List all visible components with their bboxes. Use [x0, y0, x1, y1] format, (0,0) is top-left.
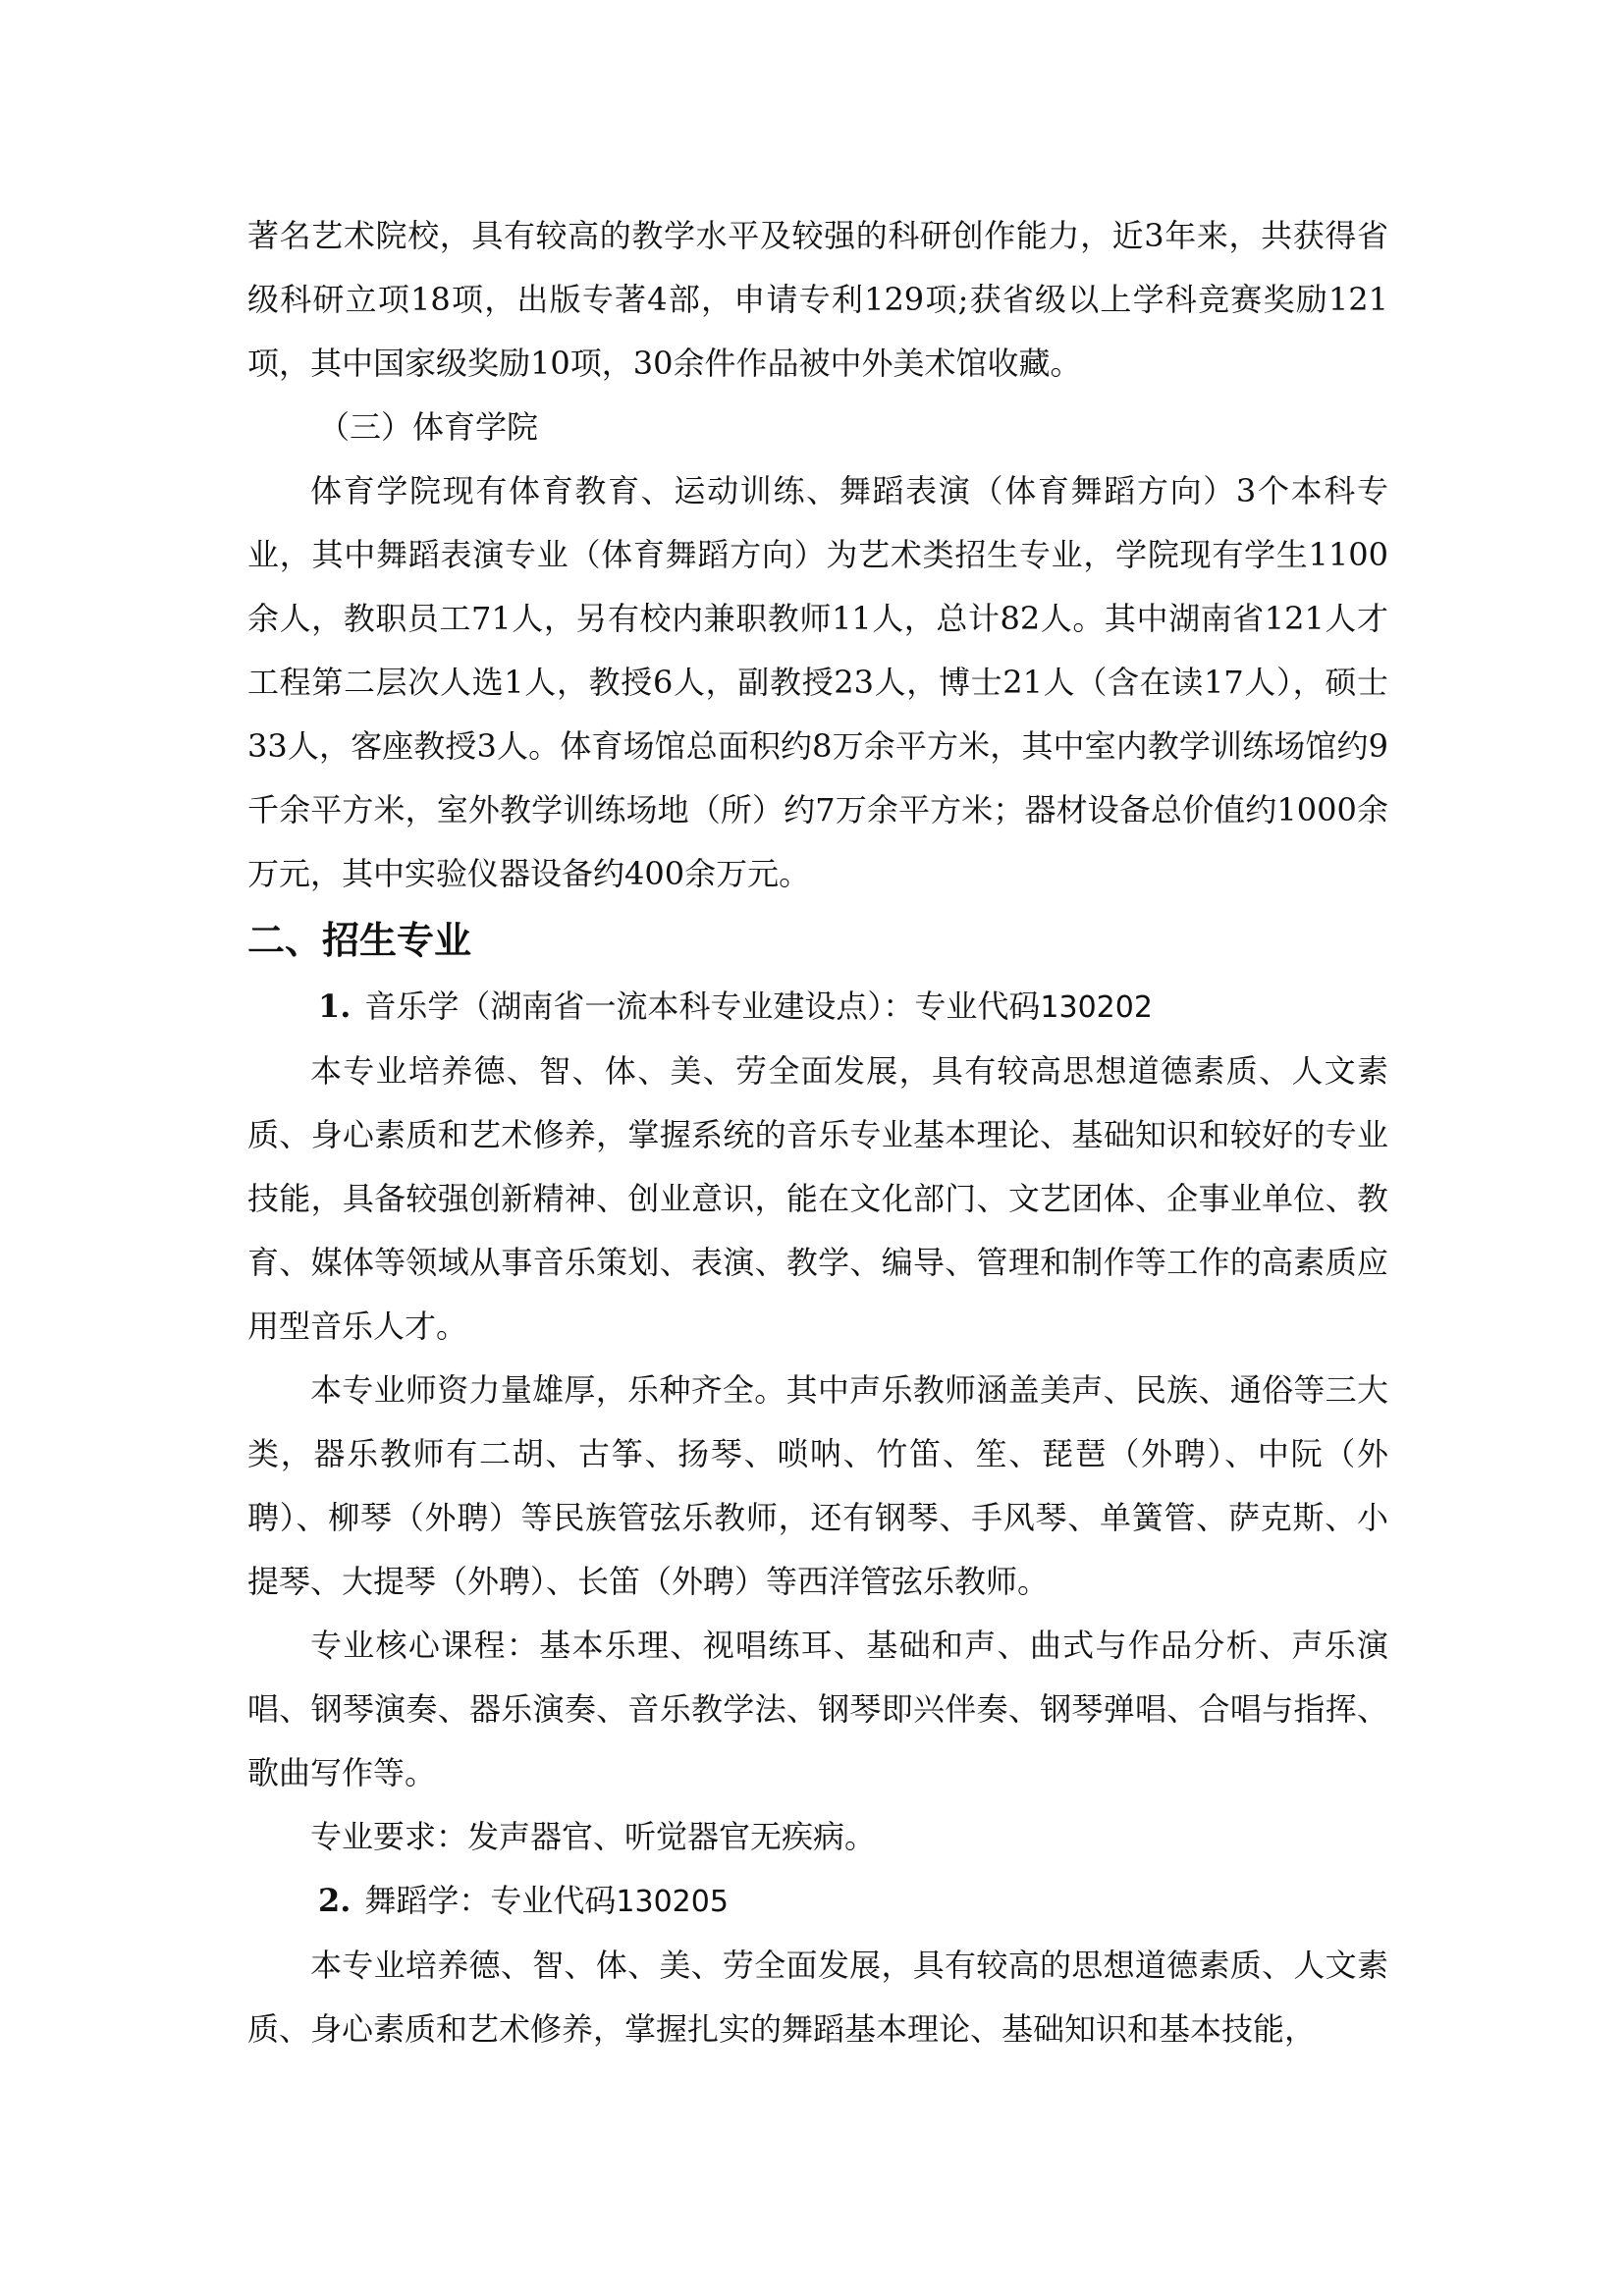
music-paragraph-goal: 本专业培养德、智、体、美、劳全面发展，具有较高思想道德素质、人文素质、身心素质和艺术修养，掌握系统的音乐专业基本理论、基础知识和较好的专业技能，具备较强创新精神、创业意识，能在文化部门、文艺团体、企事业单位、教育、媒体等领域从事音乐策划、表演、教学、编导、管理和制作等工作的高素质应用型音乐人才。 [247, 1052, 1388, 1345]
music-paragraph-faculty: 本专业师资力量雄厚，乐种齐全。其中声乐教师涵盖美声、民族、通俗等三大类，器乐教师有二胡、古筝、扬琴、唢呐、竹笛、笙、琵琶（外聘）、中阮（外聘）、柳琴（外聘）等民族管弦乐教师，还有钢琴、手风琴、单簧管、萨克斯、小提琴、大提琴（外聘）、长笛（外聘）等西洋管弦乐教师。 [247, 1371, 1388, 1600]
sports-college-paragraph: 体育学院现有体育教育、运动训练、舞蹈表演（体育舞蹈方向）3个本科专业，其中舞蹈表演专业（体育舞蹈方向）为艺术类招生专业，学院现有学生1100余人，教职员工71人，另有校内兼职教师11人，总计82人。其中湖南省121人才工程第二层次人选1人，教授6人，副教授23人，博士21人（含在读17人），硕士33人，客座教授3人。体育场馆总面积约8万余平方米，其中室内教学训练场馆约9千余平方米，室外教学训练场地（所）约7万余平方米；器材设备总价值约1000余万元，其中实验仪器设备约400余万元。 [247, 472, 1388, 892]
major-number: 2. [318, 1882, 352, 1919]
major-code: 130205 [616, 1885, 729, 1919]
music-paragraph-courses: 专业核心课程：基本乐理、视唱练耳、基础和声、曲式与作品分析、声乐演唱、钢琴演奏、器乐演奏、音乐教学法、钢琴即兴伴奏、钢琴弹唱、合唱与指挥、歌曲写作等。 [247, 1627, 1388, 1791]
major-title-text: 音乐学（湖南省一流本科专业建设点）：专业代码 [364, 988, 1041, 1025]
major-music-title [247, 975, 1388, 1040]
major-title-text: 舞蹈学：专业代码 [364, 1882, 617, 1919]
major-number: 1. [318, 988, 352, 1025]
major-code: 130202 [1040, 990, 1153, 1025]
sports-college-subtitle: （三）体育学院 [318, 408, 539, 446]
major-dance-title [247, 1869, 1388, 1934]
art-college-paragraph-continued: 著名艺术院校，具有较高的教学水平及较强的科研创作能力，近3年来，共获得省级科研立项18项，出版专著4部，申请专利129项;获省级以上学科竞赛奖励121项，其中国家级奖励10项，30余件作品被中外美术馆收藏。 [247, 217, 1388, 382]
dance-paragraph-goal: 本专业培养德、智、体、美、劳全面发展，具有较高的思想道德素质、人文素质、身心素质和艺术修养，掌握扎实的舞蹈基本理论、基础知识和基本技能， [247, 1947, 1388, 2048]
document-page [247, 204, 1388, 2061]
music-paragraph-requirements: 专业要求：发声器官、听觉器官无疾病。 [310, 1818, 877, 1855]
section-heading-majors: 二、招生专业 [247, 919, 472, 962]
